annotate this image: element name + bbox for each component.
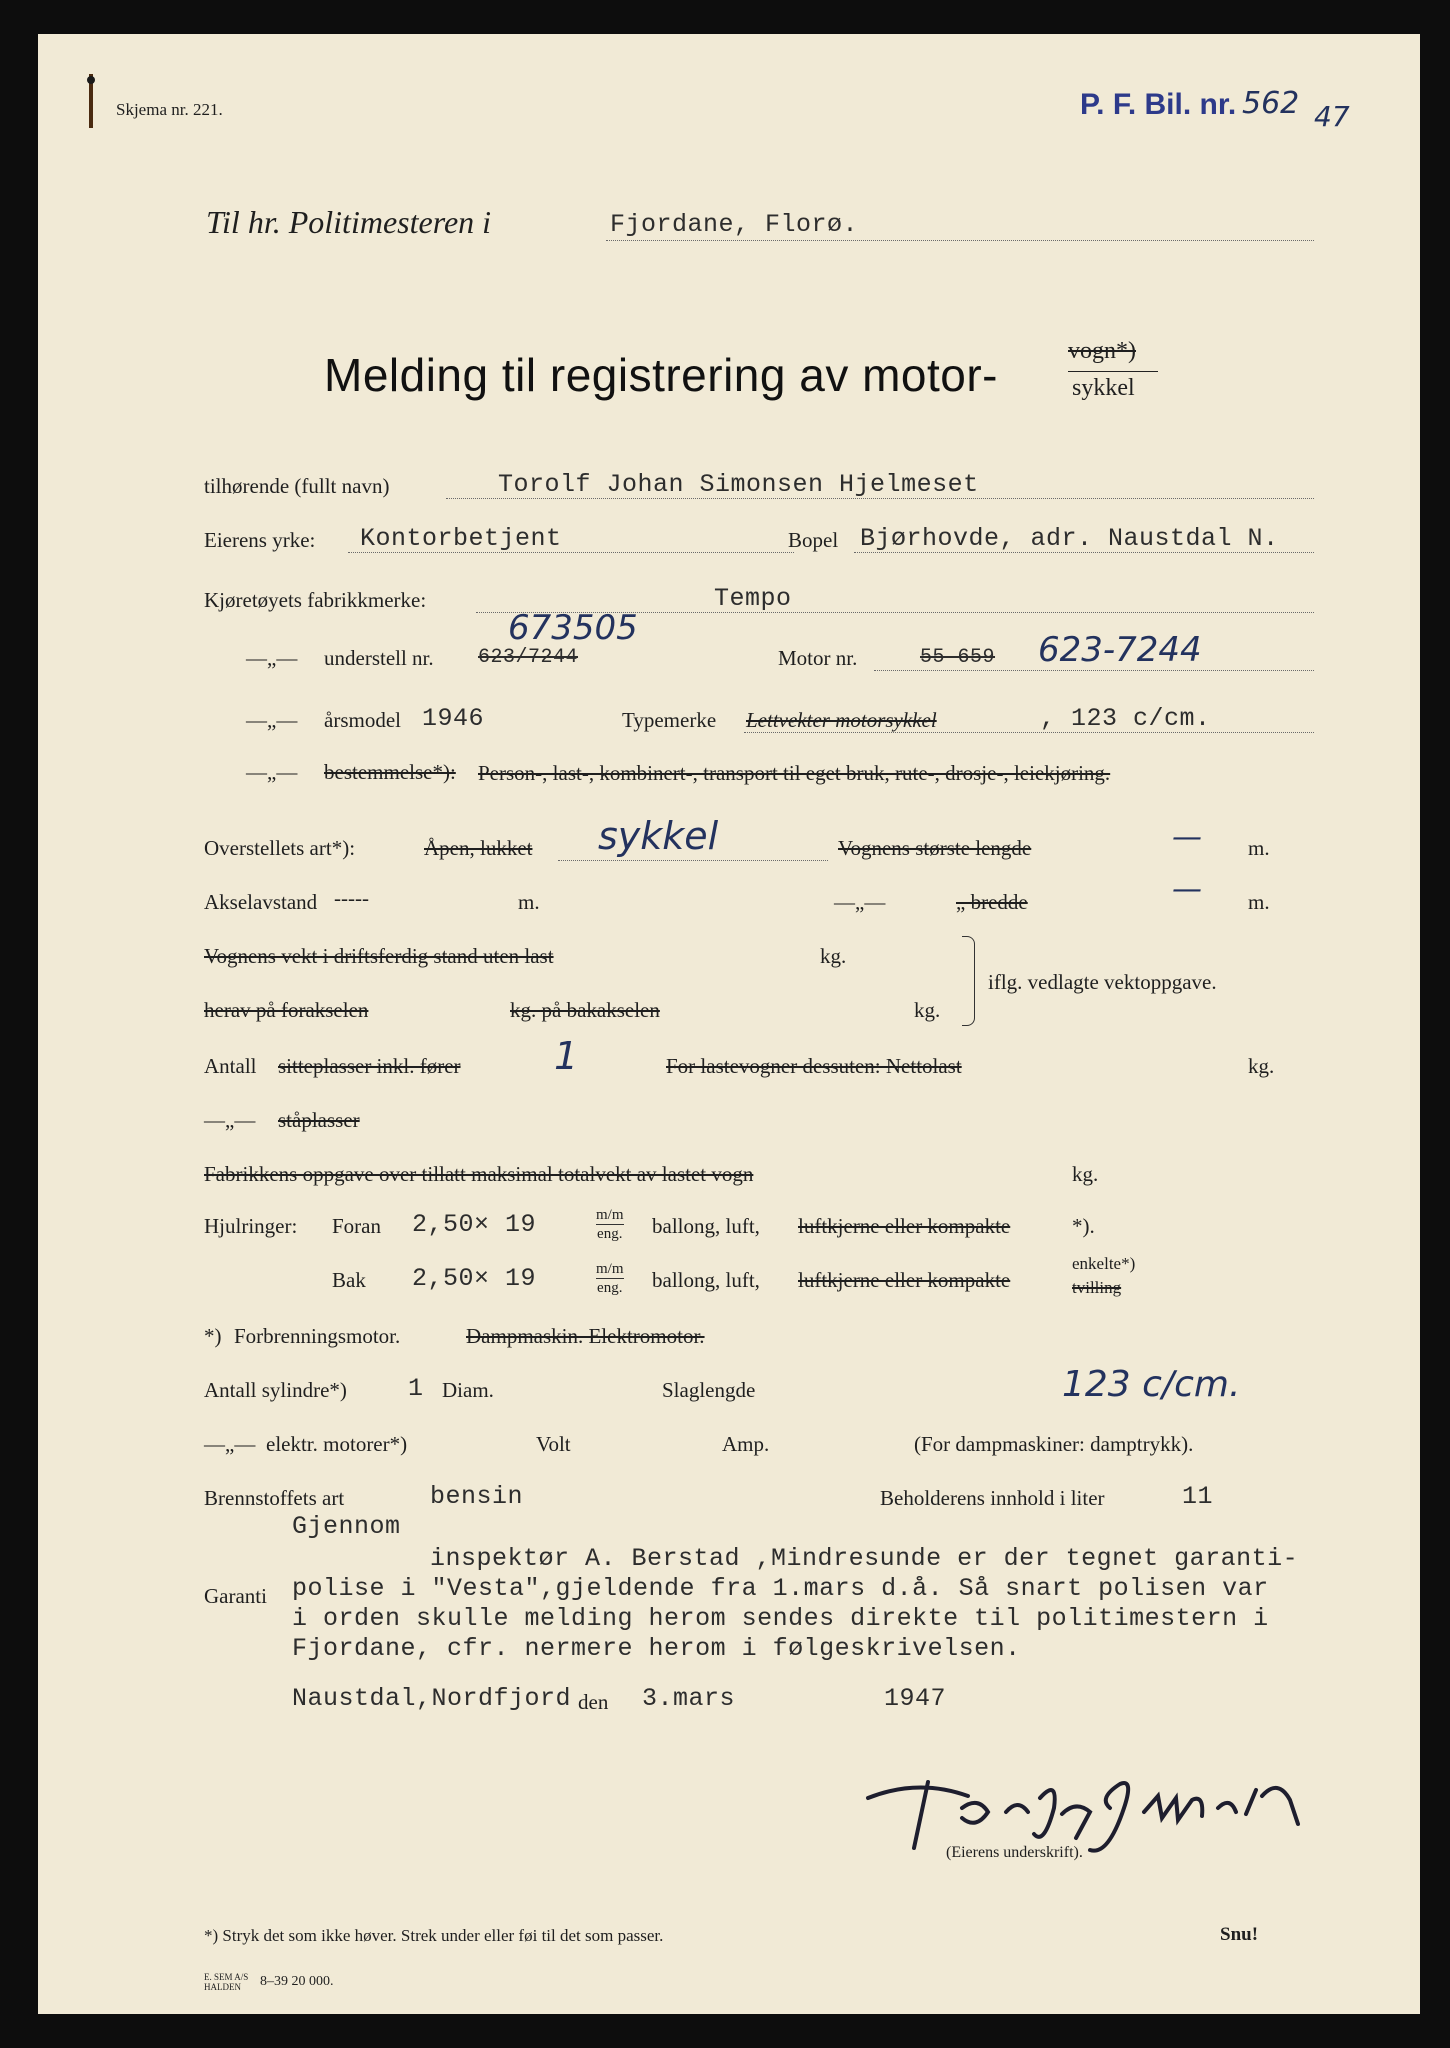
rings-label: Hjulringer: bbox=[204, 1214, 298, 1238]
addressee-line bbox=[606, 240, 1314, 241]
front-frac: $\frac{m/m}{\text{eng.}}$ bbox=[596, 1207, 624, 1242]
volt-label: Volt bbox=[536, 1432, 571, 1456]
title-option-vogn: vogn*) bbox=[1068, 338, 1136, 364]
stroke-hand: 123 c/cm. bbox=[1062, 1364, 1241, 1405]
owner-name-value: Torolf Johan Simonsen Hjelmeset bbox=[498, 470, 979, 499]
front-value: 2,50× 19 bbox=[412, 1210, 537, 1239]
amp-label: Amp. bbox=[722, 1432, 770, 1456]
cyl-value: 1 bbox=[408, 1374, 424, 1403]
ink-mark bbox=[84, 72, 98, 132]
owner-address-line bbox=[854, 552, 1314, 553]
length-unit: m. bbox=[1248, 836, 1270, 860]
front-label: Foran bbox=[332, 1214, 381, 1238]
owner-job-label: Eierens yrke: bbox=[204, 528, 316, 552]
form-title: Melding til registrering av motor- bbox=[324, 349, 999, 401]
body-hand: sykkel bbox=[598, 814, 719, 858]
fuel-value: bensin bbox=[430, 1482, 524, 1511]
snu-label: Snu! bbox=[1220, 1924, 1259, 1945]
diam-label: Diam. bbox=[442, 1378, 494, 1402]
width-label: „ bredde bbox=[956, 890, 1028, 914]
cargo-label: For lastevogner dessuten: Nettolast bbox=[666, 1054, 962, 1078]
owner-job-line bbox=[348, 552, 794, 553]
guarantee-label: Garanti bbox=[204, 1584, 267, 1608]
type-struck: Lettvekter motorsykkel bbox=[746, 708, 937, 732]
pf-bil-number: 562 bbox=[1242, 86, 1300, 121]
motor-label: Motor nr. bbox=[778, 646, 858, 670]
chassis-struck: 623/7244 bbox=[478, 646, 579, 669]
rear-tyre-struck: luftkjerne eller kompakte bbox=[798, 1268, 1011, 1292]
purpose-label: bestemmelse*): bbox=[324, 760, 456, 784]
tank-value: 11 bbox=[1182, 1482, 1214, 1511]
guarantee-line-1: inspektør A. Berstad ,Mindresunde er der tegnet garanti- bbox=[430, 1544, 1299, 1573]
addressee-value: Fjordane, Florø. bbox=[610, 210, 859, 239]
type-line bbox=[744, 732, 1314, 733]
axle-unit: m. bbox=[518, 890, 540, 914]
guarantee-line-3: i orden skulle melding herom sendes direkte til politimestern i bbox=[292, 1604, 1269, 1633]
year-ditto: —„— bbox=[246, 708, 298, 732]
length-hand: — bbox=[1172, 820, 1202, 855]
owner-address-label: Bopel bbox=[788, 528, 839, 552]
make-label: Kjøretøyets fabrikkmerke: bbox=[204, 588, 427, 612]
owner-address-value: Bjørhovde, adr. Naustdal N. bbox=[860, 524, 1279, 553]
owner-name-line bbox=[446, 498, 1314, 499]
guarantee-line-0: Gjennom bbox=[292, 1512, 401, 1541]
steam-label: (For dampmaskiner: damptrykk). bbox=[914, 1432, 1194, 1456]
axle-label: Akselavstand bbox=[204, 890, 318, 914]
stroke-label: Slaglengde bbox=[662, 1378, 756, 1402]
rear-value: 2,50× 19 bbox=[412, 1264, 537, 1293]
max-weight-label: Fabrikkens oppgave over tillatt maksimal totalvekt av lastet vogn bbox=[204, 1162, 754, 1186]
cyl-label: Antall sylindre*) bbox=[204, 1378, 347, 1402]
body-options: Åpen, lukket bbox=[424, 836, 533, 860]
seats-label: Antall bbox=[204, 1054, 257, 1078]
single-label: enkelte*) bbox=[1072, 1254, 1136, 1273]
type-label: Typemerke bbox=[622, 708, 717, 732]
weight-brace bbox=[962, 936, 975, 1026]
signoff-place: Naustdal,Nordfjord bbox=[292, 1684, 572, 1713]
rear-label: Bak bbox=[332, 1268, 366, 1292]
tank-label: Beholderens innhold i liter bbox=[880, 1486, 1105, 1510]
body-label: Overstellets art*): bbox=[204, 836, 356, 860]
width-unit: m. bbox=[1248, 890, 1270, 914]
signoff-den: den bbox=[578, 1690, 609, 1714]
signature-caption: (Eierens underskrift). bbox=[946, 1844, 1083, 1861]
year-value: 1946 bbox=[422, 704, 485, 733]
cargo-unit: kg. bbox=[1248, 1054, 1275, 1078]
seats-hand: 1 bbox=[554, 1034, 579, 1078]
pf-bil-suffix: 47 bbox=[1314, 100, 1350, 133]
purpose-ditto: —„— bbox=[246, 760, 298, 784]
engine-type-value: Forbrenningsmotor. bbox=[234, 1324, 401, 1348]
width-ditto: —„— bbox=[834, 890, 886, 914]
year-label: årsmodel bbox=[324, 708, 401, 732]
footer-note: *) Stryk det som ikke høver. Strek under eller føi til det som passer. bbox=[204, 1926, 664, 1945]
double-label: tvilling bbox=[1072, 1278, 1122, 1297]
purpose-text: Person-, last-, kombinert-, transport til eget bruk, rute-, drosje-, leiekjøring. bbox=[478, 761, 1111, 785]
rear-frac: $\frac{m/m}{\text{eng.}}$ bbox=[596, 1261, 624, 1296]
printer-mark: E. SEM A/S HALDEN bbox=[204, 1972, 249, 1992]
rear-load-unit: kg. bbox=[914, 998, 941, 1022]
guarantee-line-4: Fjordane, cfr. nermere herom i følgeskrivelsen. bbox=[292, 1634, 1021, 1663]
front-tyre: ballong, luft, bbox=[652, 1214, 760, 1238]
standing-label: ståplasser bbox=[278, 1108, 360, 1132]
chassis-ditto: —„— bbox=[246, 646, 298, 670]
motor-line bbox=[874, 670, 1314, 671]
body-line bbox=[558, 860, 828, 861]
standing-ditto: —„— bbox=[204, 1108, 256, 1132]
elec-ditto: —„— bbox=[204, 1432, 256, 1456]
guarantee-line-2: polise i "Vesta",gjeldende fra 1.mars d.å. Så snart polisen var bbox=[292, 1574, 1269, 1603]
fuel-label: Brennstoffets art bbox=[204, 1486, 345, 1510]
addressee-label: Til hr. Politimesteren i bbox=[206, 204, 492, 240]
axle-value: ----- bbox=[334, 886, 369, 910]
weight-note: iflg. vedlagte vektoppgave. bbox=[988, 970, 1217, 994]
front-tyre-struck: luftkjerne eller kompakte bbox=[798, 1214, 1011, 1238]
motor-hand: 623-7244 bbox=[1038, 630, 1202, 670]
seats-struck: sitteplasser inkl. fører bbox=[278, 1054, 461, 1078]
front-tyre-mark: *). bbox=[1072, 1214, 1095, 1238]
weight-label: Vognens vekt i driftsferdig stand uten last bbox=[204, 944, 554, 968]
schema-number: Skjema nr. 221. bbox=[116, 100, 223, 119]
signoff-date: 3.mars bbox=[642, 1684, 736, 1713]
chassis-label: understell nr. bbox=[324, 646, 434, 670]
type-value: , 123 c/cm. bbox=[1040, 704, 1211, 733]
registration-form bbox=[38, 34, 1420, 2014]
print-code: 8–39 20 000. bbox=[260, 1974, 334, 1989]
make-value: Tempo bbox=[714, 584, 792, 613]
owner-job-value: Kontorbetjent bbox=[360, 524, 562, 553]
weight-unit: kg. bbox=[820, 944, 847, 968]
title-option-sykkel: sykkel bbox=[1072, 375, 1135, 401]
pf-bil-label: P. F. Bil. nr. bbox=[1080, 88, 1237, 121]
owner-signature bbox=[858, 1738, 1338, 1878]
chassis-hand: 673505 bbox=[508, 608, 638, 648]
front-load-label: herav på forakselen bbox=[204, 998, 369, 1022]
rear-load-label: kg. på bakakselen bbox=[510, 998, 660, 1022]
engine-type-struck: Dampmaskin. Elektromotor. bbox=[466, 1324, 705, 1348]
engine-type-prefix: *) bbox=[204, 1324, 222, 1348]
width-hand: — bbox=[1172, 872, 1202, 907]
rear-tyre: ballong, luft, bbox=[652, 1268, 760, 1292]
title-fraction-line bbox=[1068, 371, 1158, 372]
length-label: Vognens største lengde bbox=[838, 836, 1032, 860]
max-weight-unit: kg. bbox=[1072, 1162, 1099, 1186]
owner-name-label: tilhørende (fullt navn) bbox=[204, 474, 390, 498]
motor-struck: 55 659 bbox=[920, 646, 996, 669]
signoff-year: 1947 bbox=[884, 1684, 947, 1713]
elec-label: elektr. motorer*) bbox=[266, 1432, 408, 1456]
